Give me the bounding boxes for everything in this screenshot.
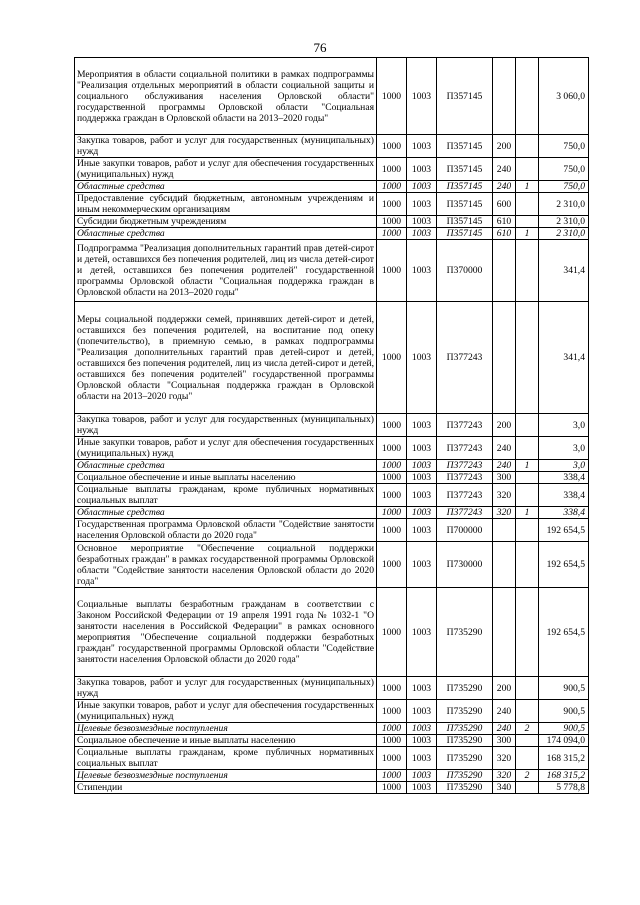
row-pr: 1003 — [407, 414, 437, 437]
row-pr: 1003 — [407, 747, 437, 770]
row-vr — [493, 302, 516, 414]
row-csr: П357145 — [437, 193, 493, 216]
row-pr: 1003 — [407, 158, 437, 181]
row-csr: П370000 — [437, 240, 493, 302]
table-row — [75, 542, 589, 588]
row-sum: 174 094,0 — [539, 735, 589, 747]
row-sum: 5 778,8 — [539, 782, 589, 794]
row-rz: 1000 — [377, 747, 407, 770]
row-sum: 341,4 — [539, 302, 589, 414]
row-src — [516, 700, 539, 723]
row-src: 1 — [516, 228, 539, 240]
row-rz: 1000 — [377, 460, 407, 472]
row-name: Социальное обеспечение и иные выплаты населению — [75, 735, 377, 747]
row-rz: 1000 — [377, 158, 407, 181]
table-row — [75, 193, 589, 216]
row-pr: 1003 — [407, 723, 437, 735]
row-pr: 1003 — [407, 700, 437, 723]
row-sum: 3,0 — [539, 414, 589, 437]
row-name: Стипендии — [75, 782, 377, 794]
row-name: Мероприятия в области социальной политики в рамках подпрограммы "Реализация отдельных мероприятий в области социальной защиты и социального обслуживания населения Орловской области" государственной программы Орловской области "Социальная поддержка граждан в Орловской области на 2013–2020 годы" — [75, 58, 377, 135]
row-vr: 300 — [493, 472, 516, 484]
row-src — [516, 519, 539, 542]
row-rz: 1000 — [377, 677, 407, 700]
row-src — [516, 472, 539, 484]
row-pr: 1003 — [407, 484, 437, 507]
row-csr: П377243 — [437, 302, 493, 414]
row-vr: 240 — [493, 158, 516, 181]
row-src: 1 — [516, 460, 539, 472]
row-pr: 1003 — [407, 460, 437, 472]
row-name: Закупка товаров, работ и услуг для государственных (муниципальных) нужд — [75, 135, 377, 158]
row-sum: 192 654,5 — [539, 542, 589, 588]
table-row — [75, 228, 589, 240]
row-csr: П730000 — [437, 542, 493, 588]
row-rz: 1000 — [377, 302, 407, 414]
row-vr: 200 — [493, 135, 516, 158]
row-name: Иные закупки товаров, работ и услуг для обеспечения государственных (муниципальных) нужд — [75, 158, 377, 181]
row-sum: 338,4 — [539, 507, 589, 519]
row-name: Областные средства — [75, 181, 377, 193]
row-pr: 1003 — [407, 216, 437, 228]
row-pr: 1003 — [407, 677, 437, 700]
row-pr: 1003 — [407, 770, 437, 782]
row-rz: 1000 — [377, 782, 407, 794]
row-vr: 200 — [493, 677, 516, 700]
table-row — [75, 216, 589, 228]
row-csr: П377243 — [437, 437, 493, 460]
row-name: Государственная программа Орловской области "Содействие занятости населения Орловской области до 2020 года" — [75, 519, 377, 542]
row-pr: 1003 — [407, 135, 437, 158]
row-csr: П735290 — [437, 588, 493, 677]
row-sum: 3,0 — [539, 437, 589, 460]
table-row — [75, 158, 589, 181]
row-pr: 1003 — [407, 782, 437, 794]
row-csr: П357145 — [437, 58, 493, 135]
row-src — [516, 240, 539, 302]
row-rz: 1000 — [377, 735, 407, 747]
row-rz: 1000 — [377, 542, 407, 588]
row-src — [516, 216, 539, 228]
row-sum: 2 310,0 — [539, 216, 589, 228]
row-name: Меры социальной поддержки семей, принявших детей-сирот и детей, оставшихся без попечения родителей, на воспитание под опеку (попечительство), в приемную семью, в рамках подпрограммы "Реализация дополнительных гарантий прав детей-сирот и детей, оставшихся без попечения родителей, лиц из числа детей-сирот и детей, оставшихся без попечения родителей" государственной программы Орловской области "Социальная поддержка граждан в Орловской области на 2013–2020 годы" — [75, 302, 377, 414]
row-sum: 2 310,0 — [539, 228, 589, 240]
row-src — [516, 414, 539, 437]
row-sum: 3,0 — [539, 460, 589, 472]
row-csr: П735290 — [437, 735, 493, 747]
row-pr: 1003 — [407, 302, 437, 414]
row-pr: 1003 — [407, 507, 437, 519]
row-src — [516, 588, 539, 677]
row-csr: П735290 — [437, 700, 493, 723]
row-name: Предоставление субсидий бюджетным, автономным учреждениям и иным некоммерческим организациям — [75, 193, 377, 216]
row-sum: 341,4 — [539, 240, 589, 302]
row-rz: 1000 — [377, 507, 407, 519]
row-pr: 1003 — [407, 437, 437, 460]
row-name: Субсидии бюджетным учреждениям — [75, 216, 377, 228]
row-vr: 320 — [493, 484, 516, 507]
row-vr: 240 — [493, 700, 516, 723]
table-row — [75, 588, 589, 677]
row-sum: 900,5 — [539, 700, 589, 723]
row-vr: 320 — [493, 770, 516, 782]
row-name: Целевые безвозмездные поступления — [75, 723, 377, 735]
table-row — [75, 414, 589, 437]
row-sum: 750,0 — [539, 158, 589, 181]
row-name: Основное мероприятие "Обеспечение социальной поддержки безработных граждан" в рамках государственной программы Орловской области "Содействие занятости населения Орловской области до 2020 года" — [75, 542, 377, 588]
row-src — [516, 437, 539, 460]
row-name: Социальные выплаты гражданам, кроме публичных нормативных социальных выплат — [75, 747, 377, 770]
row-vr: 200 — [493, 414, 516, 437]
row-pr: 1003 — [407, 472, 437, 484]
table-row — [75, 437, 589, 460]
row-src — [516, 747, 539, 770]
row-sum: 750,0 — [539, 181, 589, 193]
row-csr: П377243 — [437, 460, 493, 472]
row-csr: П357145 — [437, 216, 493, 228]
row-src: 1 — [516, 507, 539, 519]
table-row — [75, 507, 589, 519]
row-src — [516, 484, 539, 507]
row-rz: 1000 — [377, 181, 407, 193]
row-rz: 1000 — [377, 240, 407, 302]
row-name: Областные средства — [75, 507, 377, 519]
row-rz: 1000 — [377, 484, 407, 507]
row-sum: 338,4 — [539, 484, 589, 507]
row-name: Закупка товаров, работ и услуг для государственных (муниципальных) нужд — [75, 677, 377, 700]
row-vr: 340 — [493, 782, 516, 794]
row-vr: 240 — [493, 460, 516, 472]
row-rz: 1000 — [377, 588, 407, 677]
row-sum: 192 654,5 — [539, 519, 589, 542]
row-vr: 240 — [493, 437, 516, 460]
row-csr: П357145 — [437, 181, 493, 193]
row-vr — [493, 240, 516, 302]
row-rz: 1000 — [377, 58, 407, 135]
row-vr: 600 — [493, 193, 516, 216]
row-rz: 1000 — [377, 135, 407, 158]
row-vr — [493, 588, 516, 677]
row-pr: 1003 — [407, 240, 437, 302]
table-row — [75, 484, 589, 507]
row-rz: 1000 — [377, 437, 407, 460]
row-src — [516, 58, 539, 135]
row-pr: 1003 — [407, 193, 437, 216]
row-src — [516, 677, 539, 700]
row-name: Областные средства — [75, 228, 377, 240]
row-name: Иные закупки товаров, работ и услуг для обеспечения государственных (муниципальных) нужд — [75, 700, 377, 723]
row-vr: 320 — [493, 747, 516, 770]
row-src — [516, 193, 539, 216]
row-src — [516, 542, 539, 588]
row-src: 2 — [516, 770, 539, 782]
row-csr: П377243 — [437, 484, 493, 507]
row-rz: 1000 — [377, 519, 407, 542]
table-row — [75, 770, 589, 782]
row-vr: 320 — [493, 507, 516, 519]
row-pr: 1003 — [407, 735, 437, 747]
row-sum: 900,5 — [539, 677, 589, 700]
row-src: 1 — [516, 181, 539, 193]
row-vr — [493, 519, 516, 542]
row-rz: 1000 — [377, 414, 407, 437]
table-row — [75, 723, 589, 735]
row-pr: 1003 — [407, 228, 437, 240]
row-csr: П357145 — [437, 135, 493, 158]
row-name: Закупка товаров, работ и услуг для государственных (муниципальных) нужд — [75, 414, 377, 437]
table-row — [75, 472, 589, 484]
row-rz: 1000 — [377, 700, 407, 723]
row-rz: 1000 — [377, 216, 407, 228]
row-vr: 610 — [493, 216, 516, 228]
row-name: Иные закупки товаров, работ и услуг для обеспечения государственных (муниципальных) нужд — [75, 437, 377, 460]
row-vr: 240 — [493, 181, 516, 193]
table-row — [75, 747, 589, 770]
page-number: 76 — [313, 40, 327, 55]
table-row — [75, 240, 589, 302]
row-src: 2 — [516, 723, 539, 735]
row-sum: 900,5 — [539, 723, 589, 735]
budget-table — [74, 57, 589, 794]
row-vr: 300 — [493, 735, 516, 747]
row-csr: П735290 — [437, 723, 493, 735]
table-row — [75, 58, 589, 135]
row-csr: П357145 — [437, 228, 493, 240]
table-row — [75, 677, 589, 700]
row-csr: П735290 — [437, 677, 493, 700]
row-vr: 240 — [493, 723, 516, 735]
table-row — [75, 460, 589, 472]
table-row — [75, 782, 589, 794]
row-sum: 192 654,5 — [539, 588, 589, 677]
table-row — [75, 519, 589, 542]
row-sum: 168 315,2 — [539, 770, 589, 782]
row-pr: 1003 — [407, 519, 437, 542]
row-vr — [493, 58, 516, 135]
row-csr: П377243 — [437, 507, 493, 519]
row-name: Социальное обеспечение и иные выплаты населению — [75, 472, 377, 484]
row-src — [516, 735, 539, 747]
row-name: Подпрограмма "Реализация дополнительных гарантий прав детей-сирот и детей, оставшихся без попечения родителей, лиц из числа детей-сирот и детей, оставшихся без попечения родителей" государственной программы Орловской области "Социальная поддержка граждан в Орловской области на 2013–2020 годы" — [75, 240, 377, 302]
row-name: Целевые безвозмездные поступления — [75, 770, 377, 782]
row-name: Социальные выплаты безработным гражданам в соответствии с Законом Российской Федерации от 19 апреля 1991 года № 1032-1 "О занятости населения в Российской Федерации" в рамках основного мероприятия "Обеспечение социальной поддержки безработных граждан" государственной программы Орловской области "Содействие занятости населения Орловской области до 2020 года" — [75, 588, 377, 677]
row-pr: 1003 — [407, 58, 437, 135]
row-pr: 1003 — [407, 542, 437, 588]
row-rz: 1000 — [377, 770, 407, 782]
row-csr: П357145 — [437, 158, 493, 181]
row-csr: П700000 — [437, 519, 493, 542]
table-row — [75, 735, 589, 747]
row-sum: 2 310,0 — [539, 193, 589, 216]
row-pr: 1003 — [407, 181, 437, 193]
row-src — [516, 302, 539, 414]
table-row — [75, 302, 589, 414]
table-row — [75, 181, 589, 193]
row-name: Социальные выплаты гражданам, кроме публичных нормативных социальных выплат — [75, 484, 377, 507]
row-rz: 1000 — [377, 228, 407, 240]
row-csr: П377243 — [437, 414, 493, 437]
row-csr: П735290 — [437, 782, 493, 794]
row-sum: 168 315,2 — [539, 747, 589, 770]
row-pr: 1003 — [407, 588, 437, 677]
row-csr: П377243 — [437, 472, 493, 484]
row-sum: 3 060,0 — [539, 58, 589, 135]
row-rz: 1000 — [377, 472, 407, 484]
row-csr: П735290 — [437, 747, 493, 770]
row-src — [516, 782, 539, 794]
row-vr: 610 — [493, 228, 516, 240]
table-row — [75, 700, 589, 723]
row-sum: 338,4 — [539, 472, 589, 484]
budget-table-body — [75, 58, 589, 794]
row-rz: 1000 — [377, 193, 407, 216]
row-src — [516, 135, 539, 158]
row-csr: П735290 — [437, 770, 493, 782]
row-sum: 750,0 — [539, 135, 589, 158]
row-name: Областные средства — [75, 460, 377, 472]
row-rz: 1000 — [377, 723, 407, 735]
row-vr — [493, 542, 516, 588]
table-row — [75, 135, 589, 158]
row-src — [516, 158, 539, 181]
